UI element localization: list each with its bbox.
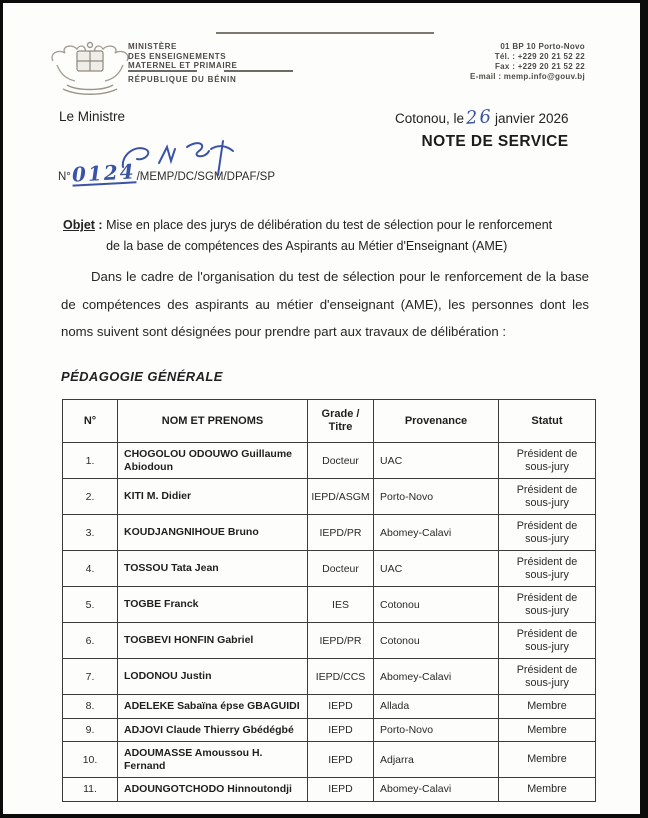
handwritten-day: 26 bbox=[465, 106, 494, 129]
ministry-line-1: MINISTÈRE bbox=[128, 42, 177, 51]
body-paragraph: Dans le cadre de l'organisation du test de sélection pour le renforcement de la base de compétences des aspirants au métier d'enseignant (AME), les personnes dont les noms suivent sont désignées pour prendre part aux travaux de délibération : bbox=[61, 269, 589, 339]
cell-statut: Président de sous-jury bbox=[499, 515, 596, 551]
cell-grade: IEPD bbox=[308, 718, 374, 742]
minister-title: Le Ministre bbox=[59, 109, 126, 124]
table-row bbox=[63, 587, 596, 623]
letterhead-rule-right bbox=[224, 70, 293, 72]
cell-statut: Membre bbox=[499, 695, 596, 719]
letterhead-rule-top bbox=[216, 32, 434, 34]
cell-provenance: Allada bbox=[374, 695, 499, 719]
ministry-name bbox=[128, 42, 237, 71]
cell-name: TOGBEVI HONFIN Gabriel bbox=[118, 623, 308, 659]
cell-number: 4. bbox=[63, 551, 118, 587]
cell-number: 10. bbox=[63, 742, 118, 778]
contact-fax: Fax : +229 20 21 52 22 bbox=[495, 62, 585, 71]
cell-statut: Président de sous-jury bbox=[499, 659, 596, 695]
cell-name: KOUDJANGNIHOUE Bruno bbox=[118, 515, 308, 551]
cell-provenance: Abomey-Calavi bbox=[374, 515, 499, 551]
table-row bbox=[63, 659, 596, 695]
cell-name: ADOUMASSE Amoussou H. Fernand bbox=[118, 742, 308, 778]
cell-number: 2. bbox=[63, 479, 118, 515]
cell-number: 9. bbox=[63, 718, 118, 742]
column-header-number: N° bbox=[63, 400, 118, 443]
handwritten-ref-number: 0124 bbox=[71, 159, 137, 187]
cell-statut: Président de sous-jury bbox=[499, 587, 596, 623]
contact-block bbox=[470, 42, 585, 82]
subject-label bbox=[63, 215, 106, 257]
cell-provenance: UAC bbox=[374, 551, 499, 587]
date-rest: janvier 2026 bbox=[494, 111, 569, 126]
contact-address: 01 BP 10 Porto-Novo bbox=[500, 42, 585, 51]
table-row bbox=[63, 551, 596, 587]
cell-statut: Président de sous-jury bbox=[499, 443, 596, 479]
ref-suffix: /MEMP/DC/SGM/DPAF/SP bbox=[136, 171, 276, 183]
cell-name: ADJOVI Claude Thierry Gbédégbé bbox=[118, 718, 308, 742]
table-header-row bbox=[63, 400, 596, 443]
cell-provenance: Porto-Novo bbox=[374, 479, 499, 515]
cell-statut: Membre bbox=[499, 778, 596, 802]
cell-statut: Membre bbox=[499, 742, 596, 778]
cell-number: 3. bbox=[63, 515, 118, 551]
cell-provenance: Adjarra bbox=[374, 742, 499, 778]
column-header-name: NOM ET PRENOMS bbox=[118, 400, 308, 443]
reference-number-line bbox=[58, 159, 276, 187]
contact-phone: Tél. : +229 20 21 52 22 bbox=[494, 52, 585, 61]
column-header-statut: Statut bbox=[499, 400, 596, 443]
cell-grade: IEPD/PR bbox=[308, 515, 374, 551]
ministry-line-3: MATERNEL ET PRIMAIRE bbox=[128, 61, 238, 70]
cell-number: 8. bbox=[63, 695, 118, 719]
cell-number: 5. bbox=[63, 587, 118, 623]
cell-name: ADOUNGOTCHODO Hinnoutondji bbox=[118, 778, 308, 802]
cell-grade: IEPD bbox=[308, 778, 374, 802]
table-row bbox=[63, 742, 596, 778]
subject-text: Mise en place des jurys de délibération du test de sélection pour le renforcement de la base de compétences des Aspirants au Métier d'Enseignant (AME) bbox=[106, 218, 553, 253]
cell-statut: Président de sous-jury bbox=[499, 479, 596, 515]
subject-label-underlined: Objet bbox=[63, 218, 95, 232]
cell-provenance: Cotonou bbox=[374, 623, 499, 659]
date-prefix: Cotonou, le bbox=[395, 111, 465, 126]
table-row bbox=[63, 515, 596, 551]
document-title: NOTE DE SERVICE bbox=[421, 133, 569, 150]
cell-name: ADELEKE Sabaïna épse GBAGUIDI bbox=[118, 695, 308, 719]
cell-name: TOSSOU Tata Jean bbox=[118, 551, 308, 587]
letterhead-rule-left bbox=[128, 70, 197, 72]
cell-name: TOGBE Franck bbox=[118, 587, 308, 623]
subject-colon: : bbox=[94, 218, 107, 232]
cell-number: 1. bbox=[63, 443, 118, 479]
table-row bbox=[63, 718, 596, 742]
cell-name: LODONOU Justin bbox=[118, 659, 308, 695]
cell-provenance: Abomey-Calavi bbox=[374, 778, 499, 802]
column-header-provenance: Provenance bbox=[374, 400, 499, 443]
table-row bbox=[63, 778, 596, 802]
table-row bbox=[63, 479, 596, 515]
cell-provenance: Cotonou bbox=[374, 587, 499, 623]
date-line bbox=[395, 107, 569, 128]
cell-statut: Président de sous-jury bbox=[499, 623, 596, 659]
cell-grade: IEPD bbox=[308, 742, 374, 778]
cell-statut: Membre bbox=[499, 718, 596, 742]
cell-provenance: Porto-Novo bbox=[374, 718, 499, 742]
cell-name: CHOGOLOU ODOUWO Guillaume Abiodoun bbox=[118, 443, 308, 479]
cell-grade: Docteur bbox=[308, 443, 374, 479]
cell-number: 6. bbox=[63, 623, 118, 659]
section-title: PÉDAGOGIE GÉNÉRALE bbox=[61, 369, 223, 384]
cell-provenance: Abomey-Calavi bbox=[374, 659, 499, 695]
cell-provenance: UAC bbox=[374, 443, 499, 479]
republic-label: RÉPUBLIQUE DU BÉNIN bbox=[128, 75, 237, 84]
table-row bbox=[63, 695, 596, 719]
table-row bbox=[63, 443, 596, 479]
benin-coat-of-arms-logo bbox=[47, 39, 133, 97]
cell-grade: IES bbox=[308, 587, 374, 623]
contact-email: E-mail : memp.info@gouv.bj bbox=[469, 72, 585, 81]
subject-block bbox=[63, 215, 593, 257]
cell-grade: IEPD/PR bbox=[308, 623, 374, 659]
cell-grade: IEPD/ASGM bbox=[308, 479, 374, 515]
cell-grade: Docteur bbox=[308, 551, 374, 587]
cell-statut: Président de sous-jury bbox=[499, 551, 596, 587]
jury-members-table bbox=[62, 399, 596, 802]
cell-grade: IEPD bbox=[308, 695, 374, 719]
cell-name: KITI M. Didier bbox=[118, 479, 308, 515]
cell-number: 11. bbox=[63, 778, 118, 802]
table-row bbox=[63, 623, 596, 659]
cell-number: 7. bbox=[63, 659, 118, 695]
ministry-line-2: DES ENSEIGNEMENTS bbox=[128, 51, 227, 61]
ref-prefix: N° bbox=[58, 171, 71, 183]
column-header-grade: Grade / Titre bbox=[308, 400, 374, 443]
cell-grade: IEPD/CCS bbox=[308, 659, 374, 695]
